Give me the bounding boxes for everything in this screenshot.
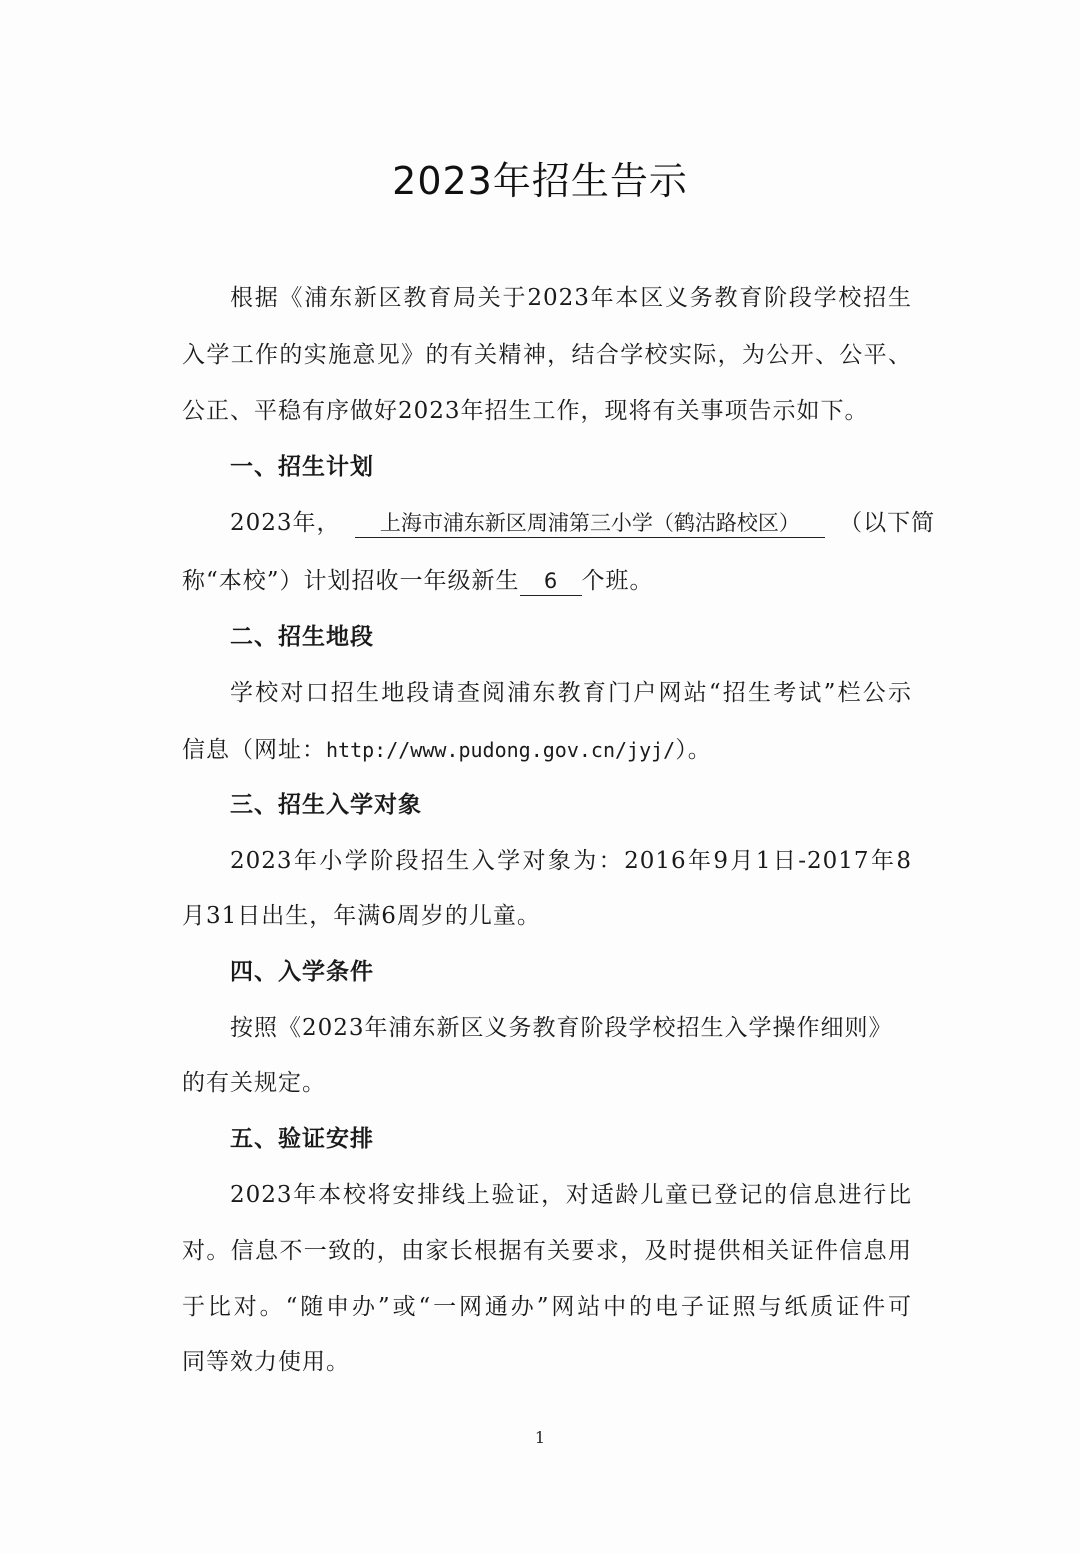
website-suffix: ）。 <box>675 737 712 763</box>
verification-line-1: 2023年本校将安排线上验证，对适龄儿童已登记的信息进行比 <box>230 1182 912 1208</box>
section-heading-enrollment-plan: 一、招生计划 <box>230 454 374 480</box>
enrollment-zone-line-1: 学校对口招生地段请查阅浦东教育门户网站“招生考试”栏公示 <box>230 680 912 706</box>
document-title: 2023年招生告示 <box>392 159 688 203</box>
school-name-field: 上海市浦东新区周浦第三小学（鹤沽路校区） <box>355 509 825 538</box>
section-heading-enrollment-zone: 二、招生地段 <box>230 624 374 650</box>
class-count-field: 6 <box>520 567 582 596</box>
website-url: http://www.pudong.gov.cn/jyj/ <box>326 738 676 762</box>
intro-line-2: 入学工作的实施意见》的有关精神，结合学校实际，为公开、公平、 <box>182 342 912 368</box>
section-heading-eligible-children: 三、招生入学对象 <box>230 792 422 818</box>
year-prefix: 2023年， <box>230 510 341 536</box>
plan-suffix: 个班。 <box>581 568 654 594</box>
website-prefix: 信息（网址： <box>182 737 326 763</box>
enrollment-plan-line-1 <box>230 507 936 539</box>
eligible-children-line-2: 月31日出生，年满6周岁的儿童。 <box>182 903 541 929</box>
admission-conditions-line-1: 按照《2023年浦东新区义务教育阶段学校招生入学操作细则》 <box>230 1015 893 1041</box>
abbr-suffix: （以下简 <box>839 510 936 536</box>
verification-line-2: 对。信息不一致的，由家长根据有关要求，及时提供相关证件信息用 <box>182 1238 912 1264</box>
intro-line-1: 根据《浦东新区教育局关于2023年本区义务教育阶段学校招生 <box>230 285 912 311</box>
intro-line-3: 公正、平稳有序做好2023年招生工作，现将有关事项告示如下。 <box>182 398 869 424</box>
section-heading-verification: 五、验证安排 <box>230 1126 374 1152</box>
eligible-children-line-1: 2023年小学阶段招生入学对象为：2016年9月1日-2017年8 <box>230 848 912 874</box>
enrollment-plan-line-2 <box>182 565 912 597</box>
verification-line-3: 于比对。“随申办”或“一网通办”网站中的电子证照与纸质证件可 <box>182 1294 912 1320</box>
verification-line-4: 同等效力使用。 <box>182 1349 350 1375</box>
admission-conditions-line-2: 的有关规定。 <box>182 1070 326 1096</box>
section-heading-admission-conditions: 四、入学条件 <box>230 959 374 985</box>
page-number: 1 <box>534 1428 546 1447</box>
plan-prefix: 称“本校”）计划招收一年级新生 <box>182 568 520 594</box>
enrollment-zone-line-2 <box>182 734 912 766</box>
